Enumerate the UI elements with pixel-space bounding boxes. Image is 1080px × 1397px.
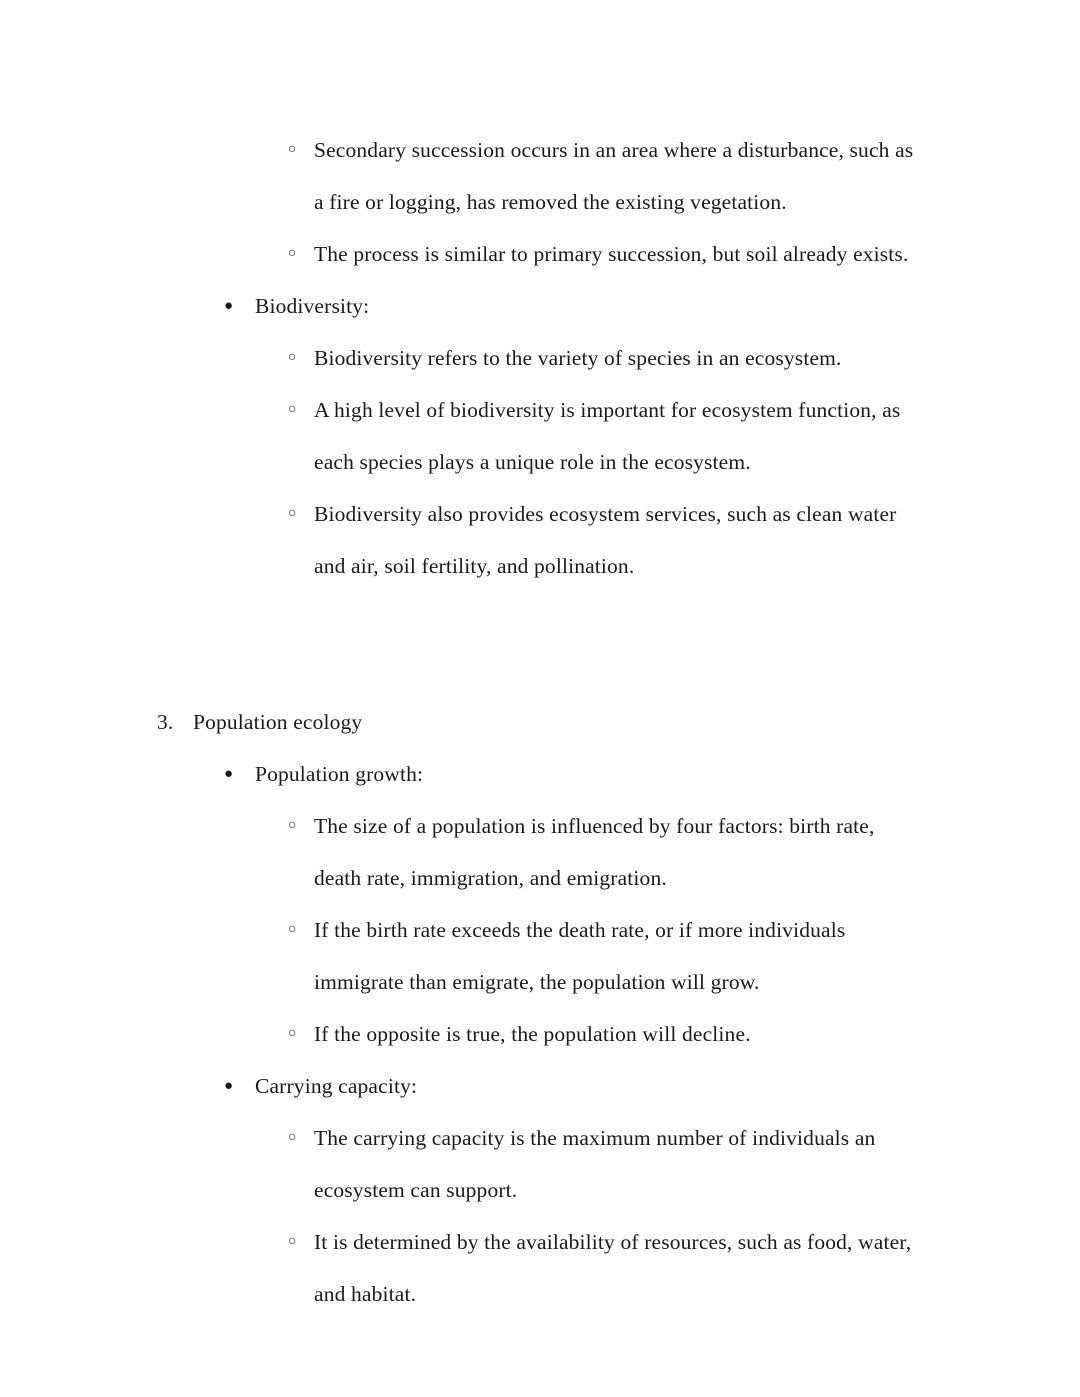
line-text: Secondary succession occurs in an area where a disturbance, such as [314, 138, 914, 162]
line-text: A high level of biodiversity is important for ecosystem function, as [314, 398, 901, 422]
list-number-marker: 3. [157, 710, 174, 734]
line-text: The process is similar to primary succession, but soil already exists. [314, 242, 909, 266]
top-margin [0, 0, 1080, 124]
list-item-continuation-line [0, 436, 1080, 488]
sub-bullet-list-item [0, 228, 1080, 280]
line-text: It is determined by the availability of resources, such as food, water, [314, 1230, 912, 1254]
bullet-disc-icon: ● [224, 766, 234, 782]
line-text: The size of a population is influenced by four factors: birth rate, [314, 814, 875, 838]
list-item-continuation-line [0, 540, 1080, 592]
line-text: and air, soil fertility, and pollination. [314, 554, 635, 578]
sub-bullet-list-item [0, 124, 1080, 176]
line-text: a fire or logging, has removed the existing vegetation. [314, 190, 787, 214]
line-text: Carrying capacity: [255, 1074, 418, 1098]
sub-bullet-list-item [0, 488, 1080, 540]
list-item-continuation-line [0, 956, 1080, 1008]
list-item-continuation-line [0, 1268, 1080, 1320]
sub-bullet-list-item [0, 384, 1080, 436]
line-text: immigrate than emigrate, the population will grow. [314, 970, 760, 994]
line-text: Population ecology [193, 710, 363, 734]
sub-bullet-list-item [0, 1112, 1080, 1164]
line-text: Biodiversity also provides ecosystem services, such as clean water [314, 502, 897, 526]
line-text: If the opposite is true, the population will decline. [314, 1022, 751, 1046]
line-text: Population growth: [255, 762, 424, 786]
paragraph-spacer [0, 644, 1080, 696]
bullet-list-item [0, 280, 1080, 332]
bullet-circle-icon: ○ [288, 818, 297, 833]
bullet-circle-icon: ○ [288, 350, 297, 365]
list-item-continuation-line [0, 1164, 1080, 1216]
line-text: Biodiversity: [255, 294, 370, 318]
numbered-list-item [0, 696, 1080, 748]
line-text: Biodiversity refers to the variety of species in an ecosystem. [314, 346, 842, 370]
bullet-circle-icon: ○ [288, 1026, 297, 1041]
line-text: The carrying capacity is the maximum number of individuals an [314, 1126, 876, 1150]
paragraph-spacer [0, 592, 1080, 644]
list-item-continuation-line [0, 852, 1080, 904]
bullet-circle-icon: ○ [288, 1234, 297, 1249]
sub-bullet-list-item [0, 904, 1080, 956]
sub-bullet-list-item [0, 800, 1080, 852]
bullet-circle-icon: ○ [288, 1130, 297, 1145]
bullet-disc-icon: ● [224, 298, 234, 314]
outline-content [0, 124, 1080, 1320]
bullet-circle-icon: ○ [288, 142, 297, 157]
line-text: and habitat. [314, 1282, 417, 1306]
sub-bullet-list-item [0, 332, 1080, 384]
bullet-circle-icon: ○ [288, 922, 297, 937]
bullet-list-item [0, 748, 1080, 800]
line-text: If the birth rate exceeds the death rate, or if more individuals [314, 918, 846, 942]
line-text: death rate, immigration, and emigration. [314, 866, 667, 890]
bullet-circle-icon: ○ [288, 506, 297, 521]
bullet-list-item [0, 1060, 1080, 1112]
list-item-continuation-line [0, 176, 1080, 228]
sub-bullet-list-item [0, 1216, 1080, 1268]
line-text: ecosystem can support. [314, 1178, 518, 1202]
line-text: each species plays a unique role in the ecosystem. [314, 450, 751, 474]
sub-bullet-list-item [0, 1008, 1080, 1060]
bullet-circle-icon: ○ [288, 402, 297, 417]
bullet-circle-icon: ○ [288, 246, 297, 261]
bullet-disc-icon: ● [224, 1078, 234, 1094]
